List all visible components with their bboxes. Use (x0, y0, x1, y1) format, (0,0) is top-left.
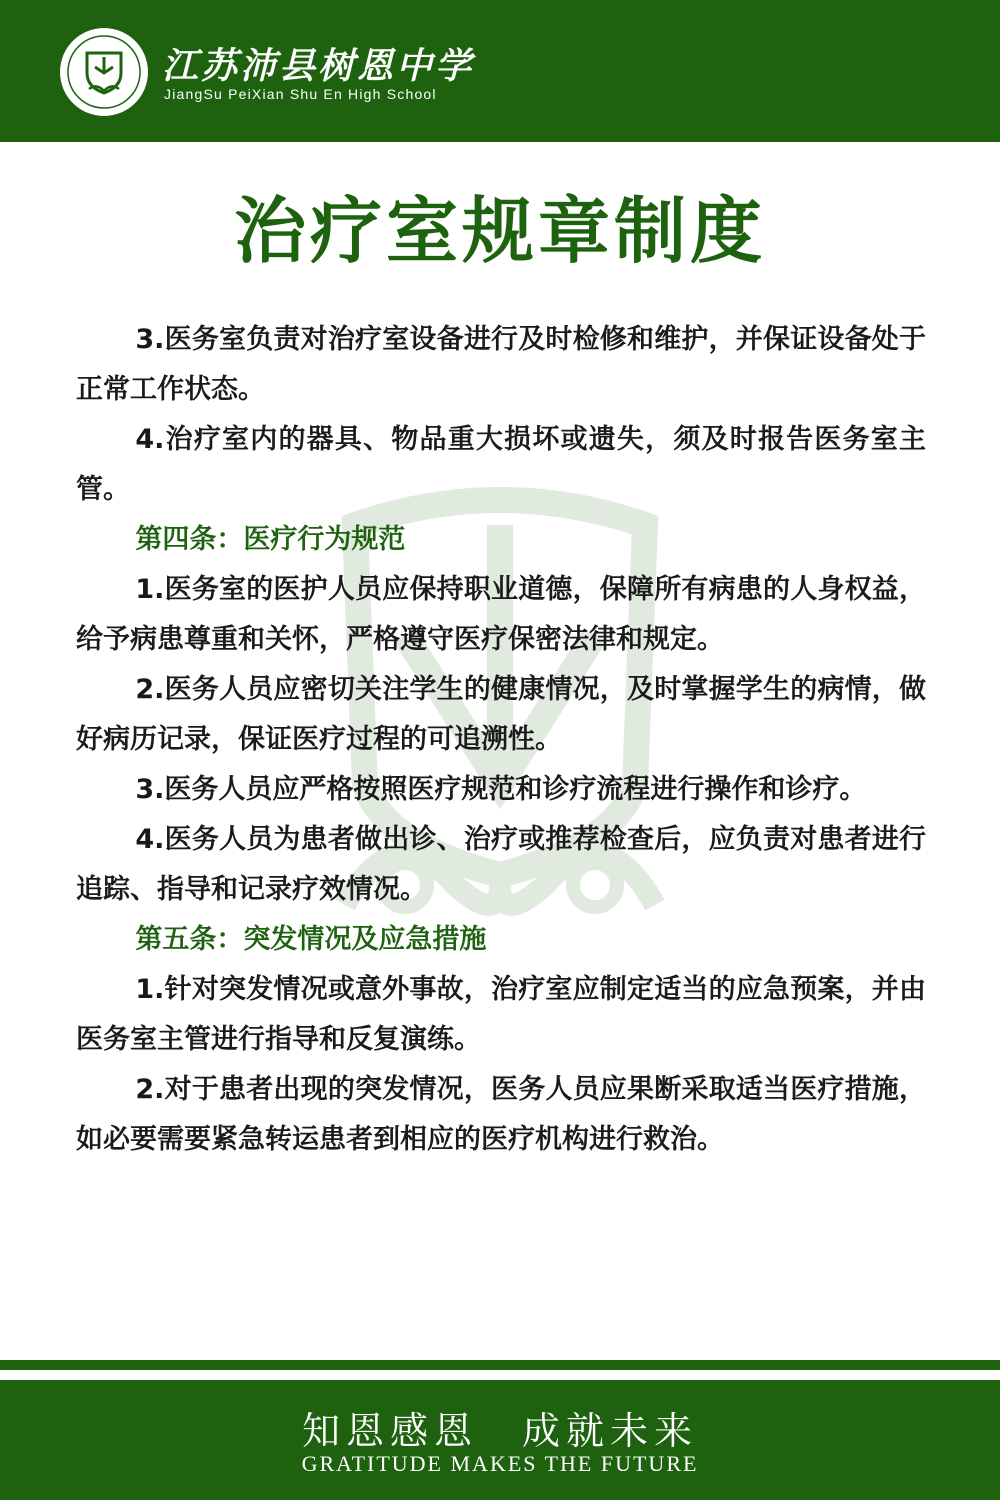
footer-divider (0, 1360, 1000, 1370)
body-paragraph: 2.对于患者出现的突发情况，医务人员应果断采取适当医疗措施，如必要需要紧急转运患者到相应的医疗机构进行救治。 (76, 1074, 926, 1155)
body-paragraph: 1.针对突发情况或意外事故，治疗室应制定适当的应急预案，并由医务室主管进行指导和反复演练。 (76, 974, 926, 1055)
section-heading: 第五条：突发情况及应急措施 (135, 924, 487, 955)
body-paragraph: 4.治疗室内的器具、物品重大损坏或遗失，须及时报告医务室主管。 (76, 424, 926, 505)
school-logo-icon (59, 27, 149, 117)
motto-cn: 知恩感恩 成就未来 (301, 1409, 698, 1453)
header-bar (0, 0, 1000, 142)
document-body (76, 315, 926, 1165)
body-paragraph: 3.医务人员应严格按照医疗规范和诊疗流程进行操作和诊疗。 (135, 774, 867, 805)
school-name-cn: 江苏沛县树恩中学 (162, 45, 475, 87)
document-title: 治疗室规章制度 (233, 189, 766, 273)
motto-en: GRATITUDE MAKES THE FUTURE (301, 1451, 699, 1476)
body-paragraph: 2.医务人员应密切关注学生的健康情况，及时掌握学生的病情，做好病历记录，保证医疗过程的可追溯性。 (76, 674, 926, 755)
school-name-en: JiangSu PeiXian Shu En High School (164, 86, 437, 102)
body-paragraph: 3.医务室负责对治疗室设备进行及时检修和维护，并保证设备处于正常工作状态。 (76, 324, 926, 405)
section-heading: 第四条：医疗行为规范 (135, 524, 406, 555)
body-paragraph: 1.医务室的医护人员应保持职业道德，保障所有病患的人身权益，给予病患尊重和关怀，严格遵守医疗保密法律和规定。 (76, 574, 926, 655)
body-paragraph: 4.医务人员为患者做出诊、治疗或推荐检查后，应负责对患者进行追踪、指导和记录疗效情况。 (76, 824, 926, 905)
